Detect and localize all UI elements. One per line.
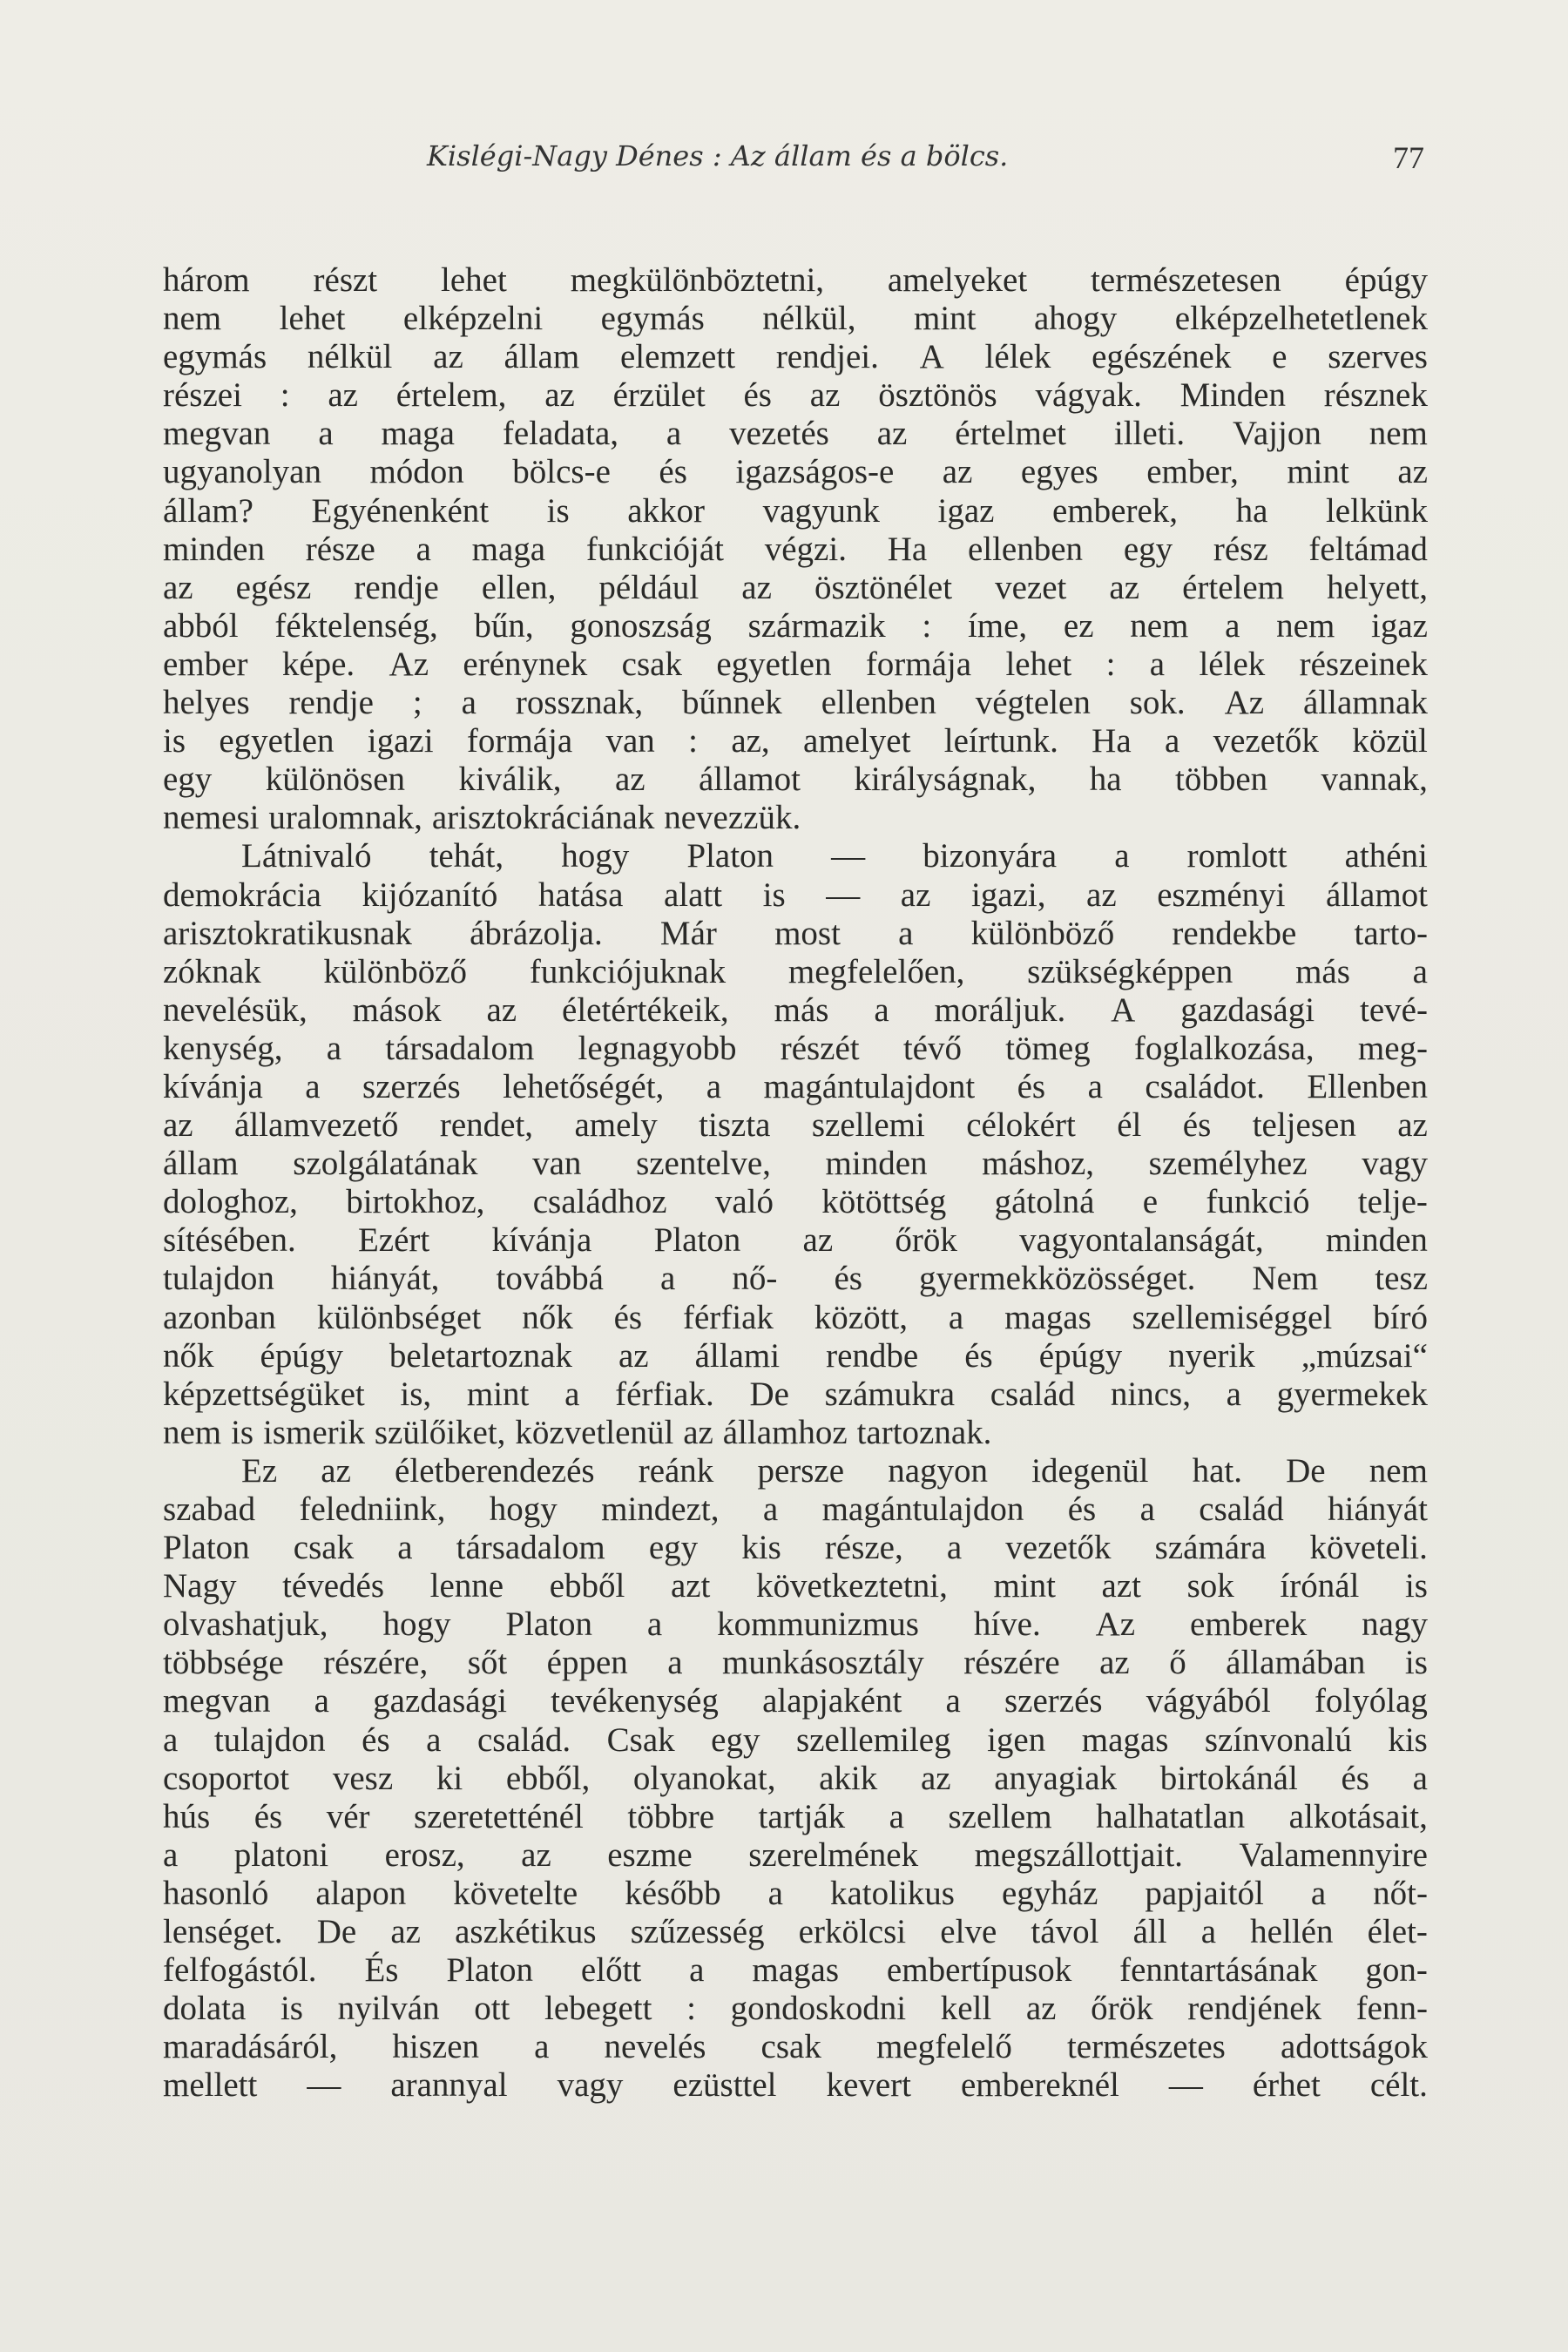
text-line: állam? Egyénenként is akkor vagyunk igaz emberek, ha lelkünk <box>163 491 1428 530</box>
text-line: megvan a gazdasági tevékenység alapjaként a szerzés vágyából folyólag <box>163 1682 1428 1720</box>
text-line: demokrácia kijózanító hatása alatt is — az igazi, az eszményi államot <box>163 875 1428 914</box>
text-line: dolata is nyilván ott lebegett : gondoskodni kell az őrök rendjének fenn- <box>163 1990 1428 2028</box>
text-line: egymás nélkül az állam elemzett rendjei. A lélek egészének e szerves <box>163 338 1428 376</box>
text-line: képzettségüket is, mint a férfiak. De számukra család nincs, a gyermekek <box>163 1375 1428 1413</box>
text-line: helyes rendje ; a rossznak, bűnnek ellenben végtelen sok. Az államnak <box>163 684 1428 722</box>
text-line: részei : az értelem, az érzület és az ösztönös vágyak. Minden résznek <box>163 376 1428 415</box>
text-line: nem is ismerik szülőiket, közvetlenül az államhoz tartoznak. <box>163 1413 992 1451</box>
text-line: mellett — arannyal vagy ezüsttel kevert embereknél — érhet célt. <box>163 2066 1428 2105</box>
text-line: kívánja a szerzés lehetőségét, a magántulajdont és a családot. Ellenben <box>163 1067 1428 1105</box>
text-line: három részt lehet megkülönböztetni, amelyeket természetesen épúgy <box>163 261 1428 299</box>
text-line: Nagy tévedés lenne ebből azt következtetni, mint azt sok írónál is <box>163 1567 1428 1605</box>
text-line: maradásáról, hiszen a nevelés csak megfelelő természetes adottságok <box>163 2028 1428 2066</box>
text-line: is egyetlen igazi formája van : az, amelyet leírtunk. Ha a vezetők közül <box>163 722 1428 760</box>
text-line: megvan a maga feladata, a vezetés az értelmet illeti. Vajjon nem <box>163 415 1428 453</box>
text-line: felfogástól. És Platon előtt a magas embertípusok fenntartásának gon- <box>163 1951 1428 1990</box>
text-line: abból féktelenség, bűn, gonoszság származik : íme, ez nem a nem igaz <box>163 606 1428 645</box>
text-line: arisztokratikusnak ábrázolja. Már most a különböző rendekbe tarto- <box>163 914 1428 952</box>
text-line: szabad feledniink, hogy mindezt, a magántulajdon és a család hiányát <box>163 1490 1428 1528</box>
text-line: Ez az életberendezés reánk persze nagyon idegenül hat. De nem <box>241 1451 1428 1490</box>
text-line: az államvezető rendet, amely tiszta szellemi célokért él és teljesen az <box>163 1106 1428 1145</box>
text-line: hasonló alapon követelte később a katolikus egyház papjaitól a nőt- <box>163 1874 1428 1912</box>
text-line: állam szolgálatának van szentelve, minden máshoz, személyhez vagy <box>163 1145 1428 1183</box>
page-number: 77 <box>1393 140 1424 175</box>
text-line: Platon csak a társadalom egy kis része, a vezetők számára követeli. <box>163 1529 1428 1567</box>
text-line: ember képe. Az erénynek csak egyetlen formája lehet : a lélek részeinek <box>163 645 1428 683</box>
running-head: Kislégi-Nagy Dénes : Az állam és a bölcs. <box>427 139 1009 172</box>
text-line: lenséget. De az aszkétikus szűzesség erkölcsi elve távol áll a hellén élet- <box>163 1913 1428 1951</box>
text-line: csoportot vesz ki ebből, olyanokat, akik az anyagiak birtokánál és a <box>163 1759 1428 1797</box>
text-line: olvashatjuk, hogy Platon a kommunizmus híve. Az emberek nagy <box>163 1605 1428 1644</box>
text-line: egy különösen kiválik, az államot királyságnak, ha többen vannak, <box>163 760 1428 799</box>
text-line: nők épúgy beletartoznak az állami rendbe és épúgy nyerik „múzsai“ <box>163 1336 1428 1375</box>
text-line: az egész rendje ellen, például az ösztönélet vezet az értelem helyett, <box>163 568 1428 606</box>
text-line: nevelésük, mások az életértékeik, más a moráljuk. A gazdasági tevé- <box>163 990 1428 1029</box>
text-line: tulajdon hiányát, továbbá a nő- és gyermekközösséget. Nem tesz <box>163 1260 1428 1298</box>
text-line: a tulajdon és a család. Csak egy szellemileg igen magas színvonalú kis <box>163 1720 1428 1759</box>
text-line: hús és vér szeretetténél többre tartják a szellem halhatatlan alkotásait, <box>163 1797 1428 1835</box>
text-line: zóknak különböző funkciójuknak megfelelően, szükségképpen más a <box>163 952 1428 990</box>
text-line: többsége részére, sőt éppen a munkásosztály részére az ő államában is <box>163 1644 1428 1682</box>
text-line: nem lehet elképzelni egymás nélkül, mint ahogy elképzelhetetlenek <box>163 300 1428 338</box>
text-line: sítésében. Ezért kívánja Platon az őrök vagyontalanságát, minden <box>163 1221 1428 1260</box>
text-line: azonban különbséget nők és férfiak között, a magas szellemiséggel bíró <box>163 1298 1428 1336</box>
text-line: dologhoz, birtokhoz, családhoz való kötöttség gátolná e funkció telje- <box>163 1183 1428 1221</box>
text-line: nemesi uralomnak, arisztokráciának nevezzük. <box>163 799 801 837</box>
page-header <box>161 139 1424 183</box>
text-line: minden része a maga funkcióját végzi. Ha ellenben egy rész feltámad <box>163 530 1428 568</box>
text-line: a platoni erosz, az eszme szerelmének megszállottjait. Valamennyire <box>163 1835 1428 1874</box>
text-line: kenység, a társadalom legnagyobb részét tévő tömeg foglalkozása, meg- <box>163 1029 1428 1067</box>
body-text <box>163 261 1428 2105</box>
text-line: Látnivaló tehát, hogy Platon — bizonyára a romlott athéni <box>241 837 1428 875</box>
text-line: ugyanolyan módon bölcs-e és igazságos-e az egyes ember, mint az <box>163 453 1428 491</box>
